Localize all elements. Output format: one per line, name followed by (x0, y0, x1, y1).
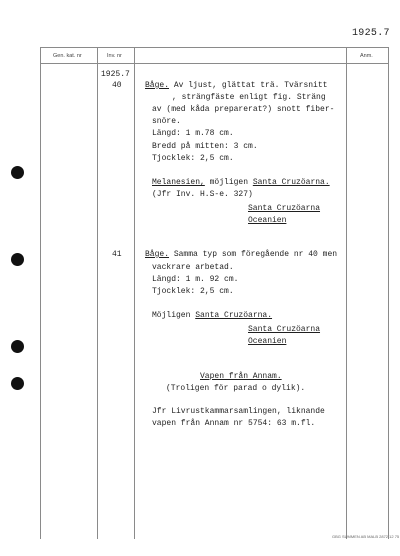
entry-40-line-1 (145, 81, 327, 91)
entry-40-line-4: snöre. (152, 117, 181, 126)
entry-41-line-1 (145, 250, 337, 260)
entry-41-region: Santa Cruzöarna (248, 325, 321, 334)
entry-40-title: Båge. (145, 81, 170, 90)
entry-40-continent: Oceanien (248, 216, 287, 225)
entry-41-line-2: vackrare arbetad. (152, 263, 234, 272)
print-code: GBG SUMMEN AB MALB 2872 12 75 (332, 534, 400, 539)
entry-41-origin: Möjligen Santa Cruzöarna. (152, 311, 273, 320)
inventory-number-40: 40 (112, 81, 122, 90)
entry-40-line-2: , strängfäste enligt fig. Sträng (172, 93, 326, 102)
entry-40-length: Längd: 1 m.78 cm. (152, 129, 234, 138)
inventory-number-41: 41 (112, 250, 122, 259)
entry-40-origin: Melanesien, möjligen Santa Cruzöarna. (152, 178, 330, 187)
entry-40-width: Bredd på mitten: 3 cm. (152, 142, 258, 151)
column-divider (388, 47, 389, 539)
punch-hole (11, 377, 24, 390)
punch-hole (11, 340, 24, 353)
entry-40-region: Santa Cruzöarna (248, 204, 321, 213)
column-divider (134, 47, 135, 539)
column-divider (40, 47, 41, 539)
entry-41-thickness: Tjocklek: 2,5 cm. (152, 287, 234, 296)
header-bottom-rule (40, 63, 388, 64)
column-header-gen-kat-nr: Gen. kat. nr (53, 53, 82, 59)
entry-41-description: Samma typ som föregående nr 40 men (169, 250, 338, 259)
annam-heading: Vapen från Annam. (200, 372, 282, 381)
header-top-rule (40, 47, 388, 48)
column-divider (346, 47, 347, 539)
entry-40-line-3: av (med kåda preparerat?) snott fiber- (152, 105, 335, 114)
column-header-inv-nr: Inv. nr (107, 53, 122, 59)
entry-40-reference: (Jfr Inv. H.S-e. 327) (152, 190, 253, 199)
inventory-year: 1925.7 (101, 70, 130, 79)
entry-41-title: Båge. (145, 250, 170, 259)
entry-41-continent: Oceanien (248, 337, 287, 346)
page-identifier: 1925.7 (352, 28, 390, 39)
punch-hole (11, 166, 24, 179)
column-header-anm: Anm. (360, 53, 373, 59)
entry-40-description: Av ljust, glättat trä. Tvärsnitt (169, 81, 328, 90)
entry-40-thickness: Tjocklek: 2,5 cm. (152, 154, 234, 163)
punch-hole (11, 253, 24, 266)
annam-reference-2: vapen från Annam nr 5754: 63 m.fl. (152, 419, 316, 428)
annam-note: (Troligen för parad o dylik). (166, 384, 306, 393)
entry-41-length: Längd: 1 m. 92 cm. (152, 275, 239, 284)
column-divider (97, 47, 98, 539)
annam-reference-1: Jfr Livrustkammarsamlingen, liknande (152, 407, 325, 416)
